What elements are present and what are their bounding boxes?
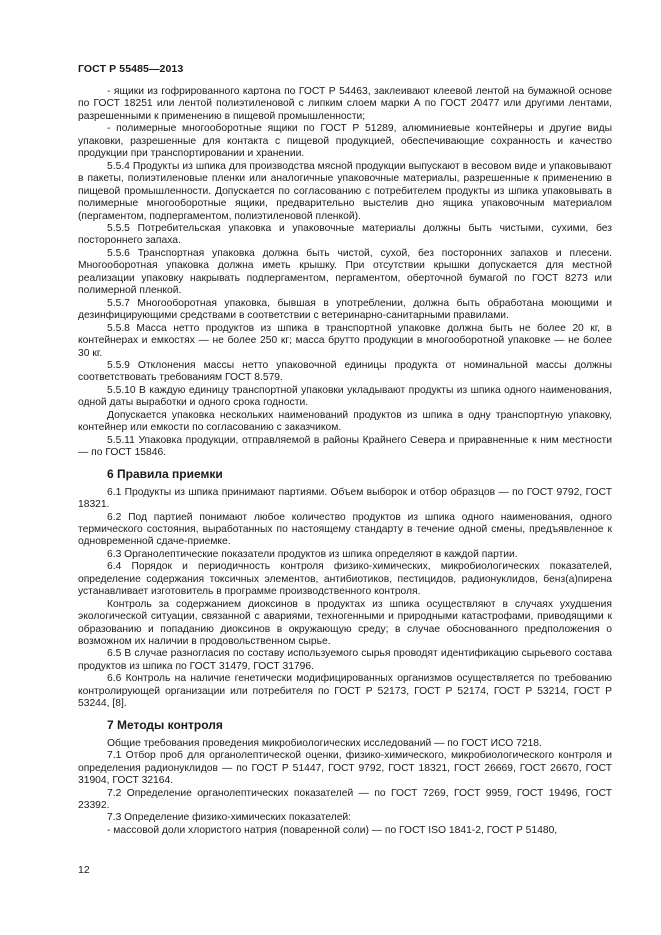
paragraph: 5.5.6 Транспортная упаковка должна быть чистой, сухой, без посторонних запахов и плесени. Многооборотная упаковка должна иметь крышку. При отсутствии крышки допускается для местной реализации упаковку накрывать подпергаментом, пергаментом, оберточной бумагой по ГОСТ 8273 или полимерной пленкой. [78, 247, 612, 297]
paragraph: 5.5.9 Отклонения массы нетто упаковочной единицы продукта от номинальной массы должны соответствовать требованиям ГОСТ 8.579. [78, 359, 612, 384]
paragraph: - ящики из гофрированного картона по ГОСТ Р 54463, заклеивают клеевой лентой на бумажной основе по ГОСТ 18251 или лентой полиэтиленовой с липким слоем марки А по ГОСТ 20477 или другими лентами, разрешенными к применению в пищевой промышленности; [78, 86, 612, 122]
paragraph: - полимерные многооборотные ящики по ГОСТ Р 51289, алюминиевые контейнеры и другие виды упаковки, разрешенные для контакта с пищевой продукцией, обеспечивающие сохранность и качество продукции при транспортировании и хранении. [78, 123, 612, 160]
section-heading: 6 Правила приемки [107, 466, 223, 481]
paragraph: 6.6 Контроль на наличие генетически модифицированных организмов осуществляется по требованию контролирующей организации или потребителя по ГОСТ Р 52173, ГОСТ Р 52174, ГОСТ Р 53214, ГОСТ Р 53244, [8]. [78, 673, 612, 710]
paragraph: 5.5.8 Масса нетто продуктов из шпика в транспортной упаковке должна быть не более 20 кг, в контейнерах и емкостях — не более 250 кг; масса брутто продукции в многооборотной упаковке — не более 30 кг. [78, 322, 612, 359]
paragraph: 6.2 Под партией понимают любое количество продуктов из шпика одного наименования, одного термического состояния, выработанных по настоящему стандарту в течение одной смены, предъявленное к одновременной сдаче-приемке. [78, 511, 612, 548]
section-heading: 7 Методы контроля [107, 717, 223, 732]
paragraph: 7.3 Определение физико-химических показателей: [107, 812, 352, 824]
paragraph: 6.3 Органолептические показатели продуктов из шпика определяют в каждой партии. [107, 548, 518, 560]
paragraph: 5.5.5 Потребительская упаковка и упаковочные материалы должны быть чистыми, сухими, без постороннего запаха. [78, 222, 612, 247]
paragraph: 5.5.10 В каждую единицу транспортной упаковки укладывают продукты из шпика одного наименования, одной даты выработки и одного срока годности. [78, 384, 612, 409]
paragraph: 6.5 В случае разногласия по составу используемого сырья проводят идентификацию сырьевого состава продуктов из шпика по ГОСТ 31479, ГОСТ 31796. [78, 648, 612, 672]
document-header: ГОСТ Р 55485—2013 [78, 63, 184, 75]
paragraph: 6.4 Порядок и периодичность контроля физико-химических, микробиологических показателей, определение содержания токсичных элементов, антибиотиков, пестицидов, радионуклидов, бенз(а)пирена устанавливает изготовитель в программе производственного контроля. [78, 561, 612, 598]
document-body [78, 86, 612, 837]
paragraph: Допускается упаковка нескольких наименований продуктов из шпика в одну транспортную упаковку, контейнер или емкости по согласованию с заказчиком. [78, 409, 612, 434]
paragraph: 5.5.11 Упаковка продукции, отправляемой в районы Крайнего Севера и приравненные к ним местности — по ГОСТ 15846. [78, 434, 612, 459]
paragraph: 7.2 Определение органолептических показателей — по ГОСТ 7269, ГОСТ 9959, ГОСТ 19496, ГОСТ 23392. [78, 787, 612, 812]
paragraph: - массовой доли хлористого натрия (поваренной соли) — по ГОСТ ISO 1841-2, ГОСТ Р 51480, [107, 824, 558, 836]
page-number: 12 [78, 864, 90, 876]
paragraph: 5.5.7 Многооборотная упаковка, бывшая в употреблении, должна быть обработана моющими и дезинфицирующими средствами в соответствии с ветеринарно-санитарными правилами. [78, 297, 612, 322]
paragraph: Контроль за содержанием диоксинов в продуктах из шпика осуществляют в случаях ухудшения экологической ситуации, связанной с авариями, техногенными и природными катастрофами, приводящими к образованию и попаданию диоксинов в окружающую среду; в случае обоснованного предположения о возможном их наличии в продовольственном сырье. [78, 598, 612, 648]
paragraph: Общие требования проведения микробиологических исследований — по ГОСТ ИСО 7218. [107, 737, 542, 749]
paragraph: 5.5.4 Продукты из шпика для производства мясной продукции выпускают в весовом виде и упаковывают в пакеты, полиэтиленовые пленки или аналогичные упаковочные материалы, разрешенные к применению в пищевой промышленности. Допускается по согласованию с потребителем продукты из шпика упаковывать в полимерные многооборотные ящики, предварительно выстелив дно ящика упаковочным материалом (пергаментом, подпергаментом, полиэтиленовой пленкой). [78, 160, 612, 222]
paragraph: 7.1 Отбор проб для органолептической оценки, физико-химического, микробиологического контроля и определения радионуклидов — по ГОСТ Р 51447, ГОСТ 9792, ГОСТ 18321, ГОСТ 26669, ГОСТ 26670, ГОСТ 31904, ГОСТ 32164. [78, 750, 612, 787]
paragraph: 6.1 Продукты из шпика принимают партиями. Объем выборок и отбор образцов — по ГОСТ 9792, ГОСТ 18321. [78, 486, 612, 511]
